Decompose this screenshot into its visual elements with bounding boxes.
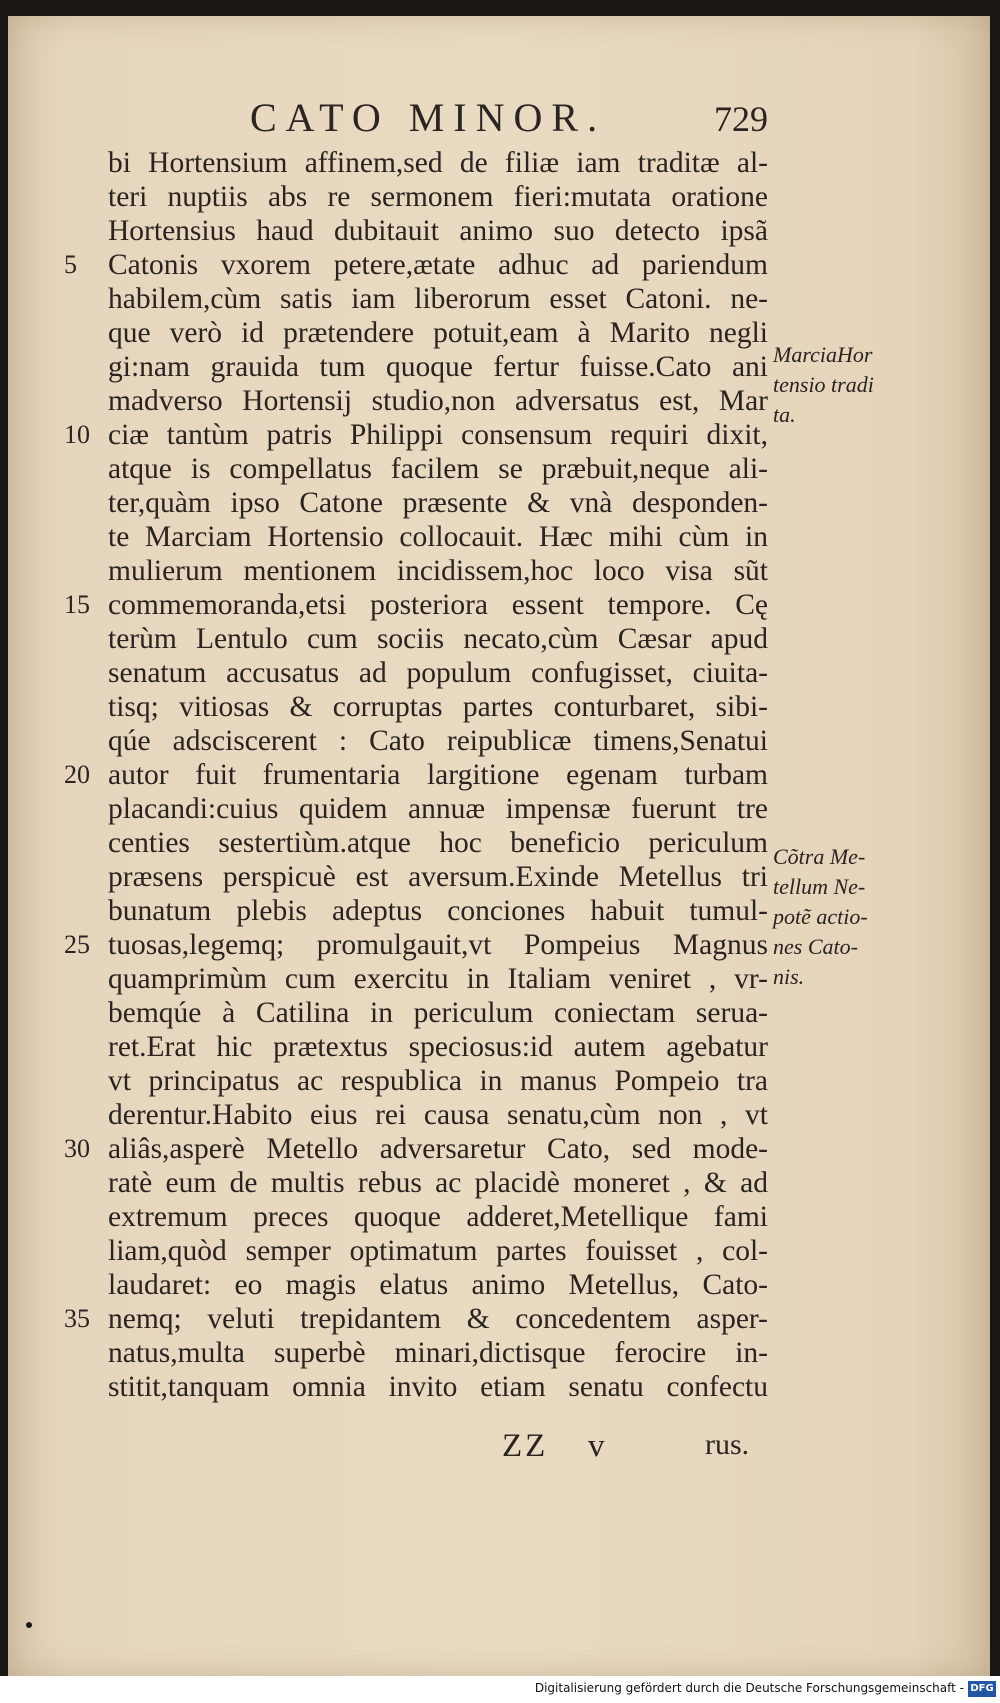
line-text: placandi:cuius quidem annuæ impensæ fuerunt tre	[108, 793, 768, 825]
line-text: bunatum plebis adeptus conciones habuit tumul-	[108, 895, 768, 927]
line-text: habilem,cùm satis iam liberorum esset Catoni. ne-	[108, 283, 768, 315]
text-line	[64, 1302, 768, 1336]
text-line	[108, 1336, 768, 1370]
dfg-logo: DFG	[968, 1681, 996, 1697]
line-text: que verò id prætendere potuit,eam à Marito negli	[108, 317, 768, 349]
text-line	[108, 1200, 768, 1234]
margin-note: MarciaHor tensio tradi ta.	[773, 342, 874, 427]
text-line	[108, 826, 768, 860]
text-line	[108, 146, 768, 180]
line-number: 25	[64, 930, 90, 959]
text-line	[108, 1234, 768, 1268]
text-line	[64, 588, 768, 622]
text-line	[108, 962, 768, 996]
line-text: Catonis vxorem petere,ætate adhuc ad pariendum	[108, 249, 768, 281]
line-text: Hortensius haud dubitauit animo suo detecto ipsã	[108, 215, 768, 247]
text-line	[108, 384, 768, 418]
line-text: madverso Hortensij studio,non adversatus est, Mar	[108, 385, 768, 417]
line-text: nemq; veluti trepidantem & concedentem asper-	[108, 1303, 768, 1335]
text-line	[108, 622, 768, 656]
text-line	[108, 214, 768, 248]
ink-dot	[26, 1622, 32, 1628]
text-line	[108, 1166, 768, 1200]
text-line	[64, 1132, 768, 1166]
text-line	[108, 282, 768, 316]
text-line	[64, 248, 768, 282]
text-line	[108, 1098, 768, 1132]
signature-mark: ZZ	[502, 1428, 549, 1464]
line-text: qúe adsciscerent : Cato reipublicæ timens,Senatui	[108, 725, 768, 757]
line-text: terùm Lentulo cum sociis necato,cùm Cæsar apud	[108, 623, 768, 655]
line-text: te Marciam Hortensio collocauit. Hæc mihi cùm in	[108, 521, 768, 553]
line-text: ter,quàm ipso Catone præsente & vnà desponden-	[108, 487, 768, 519]
line-text: derentur.Habito eius rei causa senatu,cùm non , vt	[108, 1099, 768, 1131]
line-text: liam,quòd semper optimatum partes fouisset , col-	[108, 1235, 768, 1267]
text-line	[108, 1064, 768, 1098]
line-text: bi Hortensium affinem,sed de filiæ iam traditæ al-	[108, 147, 768, 179]
line-number: 15	[64, 590, 90, 619]
signature-number: v	[588, 1428, 605, 1464]
line-text: bemqúe à Catilina in periculum coniectam serua-	[108, 997, 768, 1029]
line-number: 10	[64, 420, 90, 449]
line-text: ciæ tantùm patris Philippi consensum requiri dixit,	[108, 419, 768, 451]
text-line	[108, 350, 768, 384]
line-text: natus,multa superbè minari,dictisque ferocire in-	[108, 1337, 768, 1369]
text-line	[108, 860, 768, 894]
text-line	[108, 452, 768, 486]
catchword: rus.	[705, 1428, 750, 1461]
line-text: extremum preces quoque adderet,Metellique fami	[108, 1201, 768, 1233]
text-line	[64, 758, 768, 792]
line-text: senatum accusatus ad populum confugisset, ciuita-	[108, 657, 768, 689]
line-text: teri nuptiis abs re sermonem fieri:mutata oratione	[108, 181, 768, 213]
line-text: laudaret: eo magis elatus animo Metellus, Cato-	[108, 1269, 768, 1301]
line-text: aliâs,asperè Metello adversaretur Cato, sed mode-	[108, 1133, 768, 1165]
page-header	[8, 88, 990, 148]
line-text: mulierum mentionem incidissem,hoc loco visa sũt	[108, 555, 768, 587]
text-line	[108, 1268, 768, 1302]
book-page	[8, 16, 990, 1676]
text-line	[108, 316, 768, 350]
catchword-line	[8, 1428, 990, 1468]
text-line	[108, 1030, 768, 1064]
line-number: 35	[64, 1304, 90, 1333]
text-line	[108, 996, 768, 1030]
margin-note: Cõtra Me- tellum Ne- potẽ actio- nes Cato- nis.	[773, 844, 868, 989]
page-number: 729	[714, 99, 768, 139]
line-text: stitit,tanquam omnia invito etiam senatu confectu	[108, 1371, 768, 1403]
line-text: commemoranda,etsi posteriora essent tempore. Cę	[108, 589, 768, 621]
running-title: CATO MINOR.	[250, 95, 607, 140]
text-line	[64, 418, 768, 452]
line-text: vt principatus ac respublica in manus Pompeio tra	[108, 1065, 768, 1097]
text-line	[108, 554, 768, 588]
body-text	[64, 146, 768, 1404]
line-text: centies sestertiùm.atque hoc beneficio periculum	[108, 827, 768, 859]
text-line	[64, 928, 768, 962]
text-line	[108, 486, 768, 520]
line-number: 30	[64, 1134, 90, 1163]
footer-bar	[0, 1676, 1000, 1703]
text-line	[108, 656, 768, 690]
text-line	[108, 724, 768, 758]
line-text: præsens perspicuè est aversum.Exinde Metellus tri	[108, 861, 768, 893]
line-text: gi:nam grauida tum quoque fertur fuisse.Cato ani	[108, 351, 768, 383]
footer-credit: Digitalisierung gefördert durch die Deutsche Forschungsgemeinschaft -	[534, 1681, 964, 1695]
line-number: 5	[64, 250, 77, 279]
line-text: tuosas,legemq; promulgauit,vt Pompeius Magnus	[108, 929, 768, 961]
text-line	[108, 690, 768, 724]
text-line	[108, 792, 768, 826]
line-text: autor fuit frumentaria largitione egenam turbam	[108, 759, 768, 791]
text-line	[108, 180, 768, 214]
line-text: ret.Erat hic prætextus speciosus:id autem agebatur	[108, 1031, 768, 1063]
line-text: tisq; vitiosas & corruptas partes conturbaret, sibi-	[108, 691, 768, 723]
line-text: ratè eum de multis rebus ac placidè moneret , & ad	[108, 1167, 768, 1199]
text-line	[108, 520, 768, 554]
line-text: quamprimùm cum exercitu in Italiam veniret , vr-	[108, 963, 768, 995]
line-text: atque is compellatus facilem se præbuit,neque ali-	[108, 453, 768, 485]
line-number: 20	[64, 760, 90, 789]
text-line	[108, 894, 768, 928]
text-line	[108, 1370, 768, 1404]
